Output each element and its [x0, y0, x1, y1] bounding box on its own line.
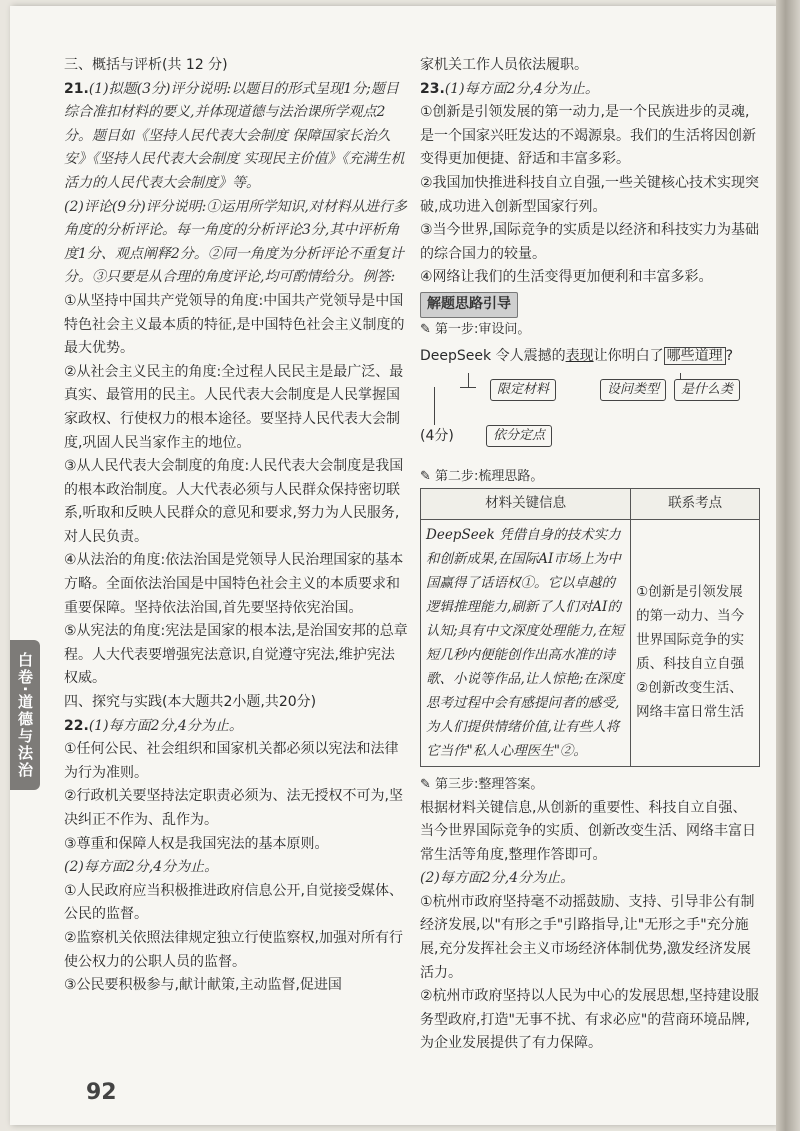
table-header-row — [421, 489, 760, 520]
q21-part1-text: (1)拟题(3分)评分说明:以题目的形式呈现1分;题目综合准扣材料的要义,并体现道德与法治课所学观点2分。题目如《坚持人民代表大会制度 保障国家长治久安》《坚持人民代表大会制度 实现民主价值》《充满生机活力的人民代表大会制度》等。 — [64, 80, 405, 191]
q23-answer-4: ④网络让我们的生活变得更加便利和丰富多彩。 — [420, 269, 713, 286]
q23-part2-answer-1: ①杭州市政府坚持毫不动摇鼓励、支持、引导非公有制经济发展,以"有形之手"引路指导,让"无形之手"充分施展,充分发挥社会主义市场经济体制优势,激发经济发展活力。 — [420, 893, 755, 981]
pencil-icon: ✎ — [420, 776, 436, 792]
guide-heading — [420, 292, 760, 318]
question-diagram — [420, 373, 760, 461]
q21-part2: (2)评论(9分)评分说明:①运用所学知识,对材料从进行多角度的分析评论。每一角度的分析评论3分,其中评析角度1分、观点阐释2分。②同一角度为分析评论不重复计分。③只要是从合理的角度评论,均可酌情给分。例答: — [64, 198, 407, 286]
table-cell-material: DeepSeek 凭借自身的技术实力和创新成果,在国际AI市场上为中国赢得了话语权①。它以卓越的逻辑推理能力,刷新了人们对AI的认知;具有中文深度处理能力,在短短几秒内便能创作出高水准的诗歌、小说等作品,让人惊艳;在深度思考过程中会有感提问者的感受,为人们提供情绪价值,让有些人将它当作"私人心理医生"②。 — [421, 519, 631, 766]
table-header-material: 材料关键信息 — [421, 489, 631, 520]
q23-part2-answer-2: ②杭州市政府坚持以人民为中心的发展思想,坚持建设服务型政府,打造"无事不扰、有求必应"的营商环境品牌,为企业发展提供了有力保障。 — [420, 988, 759, 1052]
page-number: 92 — [86, 1080, 117, 1105]
step-1 — [420, 318, 760, 342]
q22-part2-answer-2: ②监察机关依照法律规定独立行使监察权,加强对所有行使公权力的公职人员的监督。 — [64, 929, 403, 970]
tag-material: 限定材料 — [490, 379, 556, 401]
step-1-label: 第一步:审设问。 — [435, 321, 531, 337]
left-column — [64, 54, 408, 998]
table-header-points: 联系考点 — [631, 489, 760, 520]
q22-part2: (2)每方面2分,4分为止。 — [64, 859, 219, 876]
step-2-label: 第二步:梳理思路。 — [435, 468, 544, 484]
guide-title-badge: 解题思路引导 — [420, 292, 518, 318]
q23-number: 23. — [420, 80, 445, 97]
question-end: ? — [725, 348, 734, 365]
q22-continuation: 家机关工作人员依法履职。 — [420, 57, 588, 73]
step-3-label: 第三步:整理答案。 — [435, 776, 544, 792]
q21-answer-5-head: ⑤从宪法的角度: — [64, 623, 166, 640]
q21-answer-5-text: 宪法是国家的根本法,是治国安邦的总章程。人大代表要增强宪法意识,自觉遵守宪法,维护宪法权威。 — [64, 623, 408, 687]
q22-part1 — [64, 715, 408, 739]
table-cell-points: ①创新是引领发展的第一动力、当今世界国际竞争的实质、科技自立自强 ②创新改变生活、网络丰富日常生活 — [631, 519, 760, 766]
connector-line — [434, 387, 435, 425]
question-boxed: 哪些道理 — [664, 347, 726, 365]
q22-part1-text: (1)每方面2分,4分为止。 — [88, 717, 243, 734]
q23-answer-3: ③当今世界,国际竞争的实质是以经济和科技实力为基础的综合国力的较量。 — [420, 222, 759, 262]
q22-part1-answer-2: ②行政机关要坚持法定职责必须为、法无授权不可为,坚决纠正不作为、乱作为。 — [64, 788, 403, 828]
q23-part2: (2)每方面2分,4分为止。 — [420, 870, 575, 887]
q21-part1 — [64, 78, 408, 196]
question-pre: DeepSeek 令人震撼的 — [420, 348, 566, 365]
step-2 — [420, 465, 760, 489]
q23-part1 — [420, 78, 760, 102]
q21-answer-4 — [64, 549, 408, 620]
step-3 — [420, 773, 760, 797]
q21-answer-3 — [64, 455, 408, 549]
q21-answer-2 — [64, 361, 408, 455]
q21-answer-4-head: ④从法治的角度: — [64, 552, 166, 569]
q21-answer-2-head: ②从社会主义民主的角度: — [64, 363, 222, 380]
tag-what-type: 是什么类 — [674, 379, 740, 401]
q22-number: 22. — [64, 717, 89, 734]
q22-part2-answer-3: ③公民要积极参与,献计献策,主动监督,促进国 — [64, 977, 342, 994]
q23-part1-text: (1)每方面2分,4分为止。 — [444, 80, 599, 97]
question-analysis-line — [420, 345, 760, 369]
question-underlined: 表现 — [565, 348, 594, 365]
q21-answer-3-head: ③从人民代表大会制度的角度: — [64, 458, 250, 475]
q21-answer-1 — [64, 290, 408, 361]
score-label: (4分) — [420, 427, 454, 444]
step-3-text: 根据材料关键信息,从创新的重要性、科技自立自强、当今世界国际竞争的实质、创新改变生活、网络丰富日常生活等角度,整理作答即可。 — [420, 799, 756, 863]
right-column — [420, 54, 760, 1056]
table-row — [421, 519, 760, 766]
q21-answer-3-text: 人民代表大会制度是我国的根本政治制度。人大代表必须与人民群众保持密切联系,听取和反映人民群众的意见和要求,努力为人民服务,对人民负责。 — [64, 458, 404, 545]
question-mid: 让你明白了 — [593, 348, 664, 365]
q22-part1-answer-3: ③尊重和保障人权是我国宪法的基本原则。 — [64, 835, 329, 852]
q21-answer-5 — [64, 620, 408, 691]
q23-answer-1: ①创新是引领发展的第一动力,是一个民族进步的灵魂,是一个国家兴旺发达的不竭源泉。我们的生活将因创新变得更加便捷、舒适和丰富多彩。 — [420, 104, 756, 168]
connector-line — [460, 387, 476, 388]
q21-number: 21. — [64, 80, 89, 97]
side-tab: 白卷·道德与法治 — [10, 640, 40, 790]
connector-line — [468, 373, 469, 387]
q21-answer-2-text: 全过程人民民主是最广泛、最真实、最管用的民主。人民代表大会制度是人民掌握国家政权、行使权力的根本途径。要坚持人民代表大会制度,巩固人民当家作主的地位。 — [64, 363, 404, 451]
pencil-icon: ✎ — [420, 321, 436, 337]
pencil-icon: ✎ — [420, 468, 436, 484]
tag-question-type: 设问类型 — [600, 379, 666, 401]
book-spine-edge — [776, 0, 800, 1131]
tag-score-points: 依分定点 — [486, 425, 552, 447]
section-heading-3: 三、概括与评析(共 12 分) — [64, 57, 228, 73]
q21-answer-4-text: 依法治国是党领导人民治理国家的基本方略。全面依法治国是中国特色社会主义的本质要求和重要保障。坚持依法治国,首先要坚持依宪治国。 — [64, 552, 404, 616]
analysis-table — [420, 488, 760, 767]
q22-part1-answer-1: ①任何公民、社会组织和国家机关都必须以宪法和法律为行为准则。 — [64, 741, 399, 781]
q21-answer-1-head: ①从坚持中国共产党领导的角度: — [64, 292, 264, 309]
q23-answer-2: ②我国加快推进科技自立自强,一些关键核心技术实现突破,成功进入创新型国家行列。 — [420, 174, 759, 215]
q22-part2-answer-1: ①人民政府应当积极推进政府信息公开,自觉接受媒体、公民的监督。 — [64, 882, 403, 923]
q21-answer-1-text: 中国共产党领导是中国特色社会主义最本质的特征,是中国特色社会主义制度的最大优势。 — [64, 292, 405, 357]
section-heading-4: 四、探究与实践(本大题共2小题,共20分) — [64, 694, 317, 711]
